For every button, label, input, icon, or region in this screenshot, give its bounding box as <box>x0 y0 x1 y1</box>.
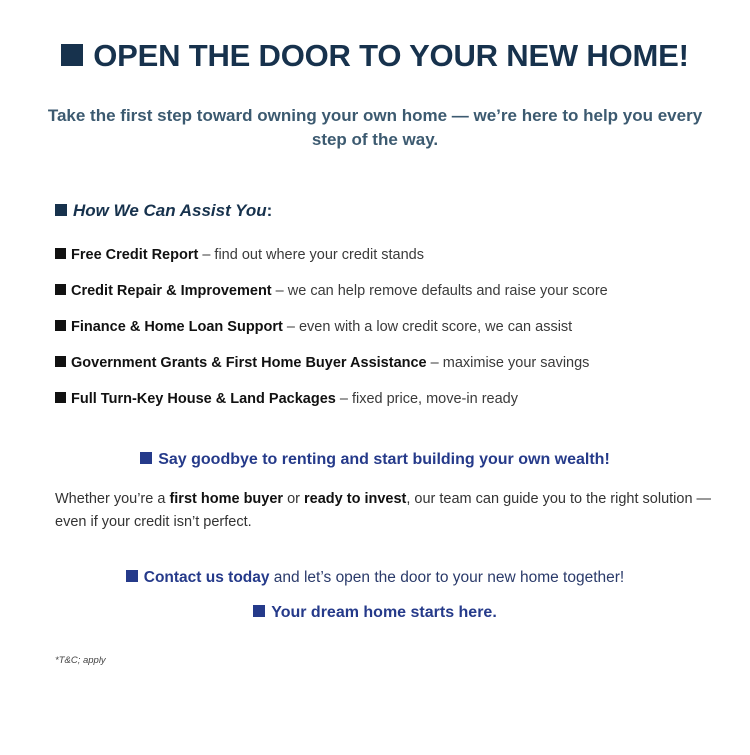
service-description: – maximise your savings <box>426 355 590 371</box>
terms-note: *T&C; apply <box>55 655 106 666</box>
headline <box>0 38 750 74</box>
square-bullet-icon <box>55 356 66 367</box>
service-item <box>55 245 735 281</box>
square-bullet-icon <box>55 392 66 403</box>
paragraph-part: , our team can guide you to the right solution — even if your credit isn’t perfect. <box>55 491 712 530</box>
service-description: – fixed price, move-in ready <box>335 391 518 407</box>
square-bullet-icon <box>55 284 66 295</box>
square-bullet-icon <box>55 320 66 331</box>
tagline <box>0 451 750 469</box>
service-label: Credit Repair & Improvement <box>71 283 272 299</box>
service-item <box>55 281 735 317</box>
service-label: Government Grants & First Home Buyer Assistance <box>71 355 427 371</box>
service-description: – we can help remove defaults and raise your score <box>271 283 608 299</box>
assist-title-colon: : <box>266 201 273 220</box>
service-description: – find out where your credit stands <box>198 247 424 263</box>
square-bullet-icon <box>55 248 66 259</box>
paragraph-part: Whether you’re a <box>55 491 170 507</box>
service-label: Free Credit Report <box>71 247 199 263</box>
subheadline: Take the first step toward owning your own home — we’re here to help you every step of the way. <box>47 106 703 149</box>
body-paragraph <box>55 488 715 534</box>
paragraph-part: or <box>283 491 305 507</box>
square-bullet-icon <box>140 452 152 464</box>
square-bullet-icon <box>126 570 138 582</box>
cta-text: and let’s open the door to your new home together! <box>269 569 625 586</box>
service-description: – even with a low credit score, we can assist <box>282 319 573 335</box>
cta-bold: Contact us today <box>143 569 270 586</box>
paragraph-bold: ready to invest <box>304 491 407 507</box>
headline-text: OPEN THE DOOR TO YOUR NEW HOME! <box>93 38 689 73</box>
service-label: Finance & Home Loan Support <box>71 319 283 335</box>
paragraph-bold: first home buyer <box>169 491 284 507</box>
call-to-action <box>0 569 750 587</box>
assist-title-text: How We Can Assist You <box>73 201 267 220</box>
dream-text: Your dream home starts here. <box>271 604 497 621</box>
services-list <box>55 245 735 425</box>
square-bullet-icon <box>253 605 265 617</box>
dream-home-line <box>0 604 750 622</box>
square-bullet-icon <box>55 204 67 216</box>
service-item <box>55 317 735 353</box>
service-item <box>55 389 735 425</box>
tagline-text: Say goodbye to renting and start building your own wealth! <box>158 451 610 468</box>
assist-section-title <box>55 201 272 221</box>
service-label: Full Turn-Key House & Land Packages <box>71 391 336 407</box>
service-item <box>55 353 735 389</box>
square-bullet-icon <box>61 44 83 66</box>
